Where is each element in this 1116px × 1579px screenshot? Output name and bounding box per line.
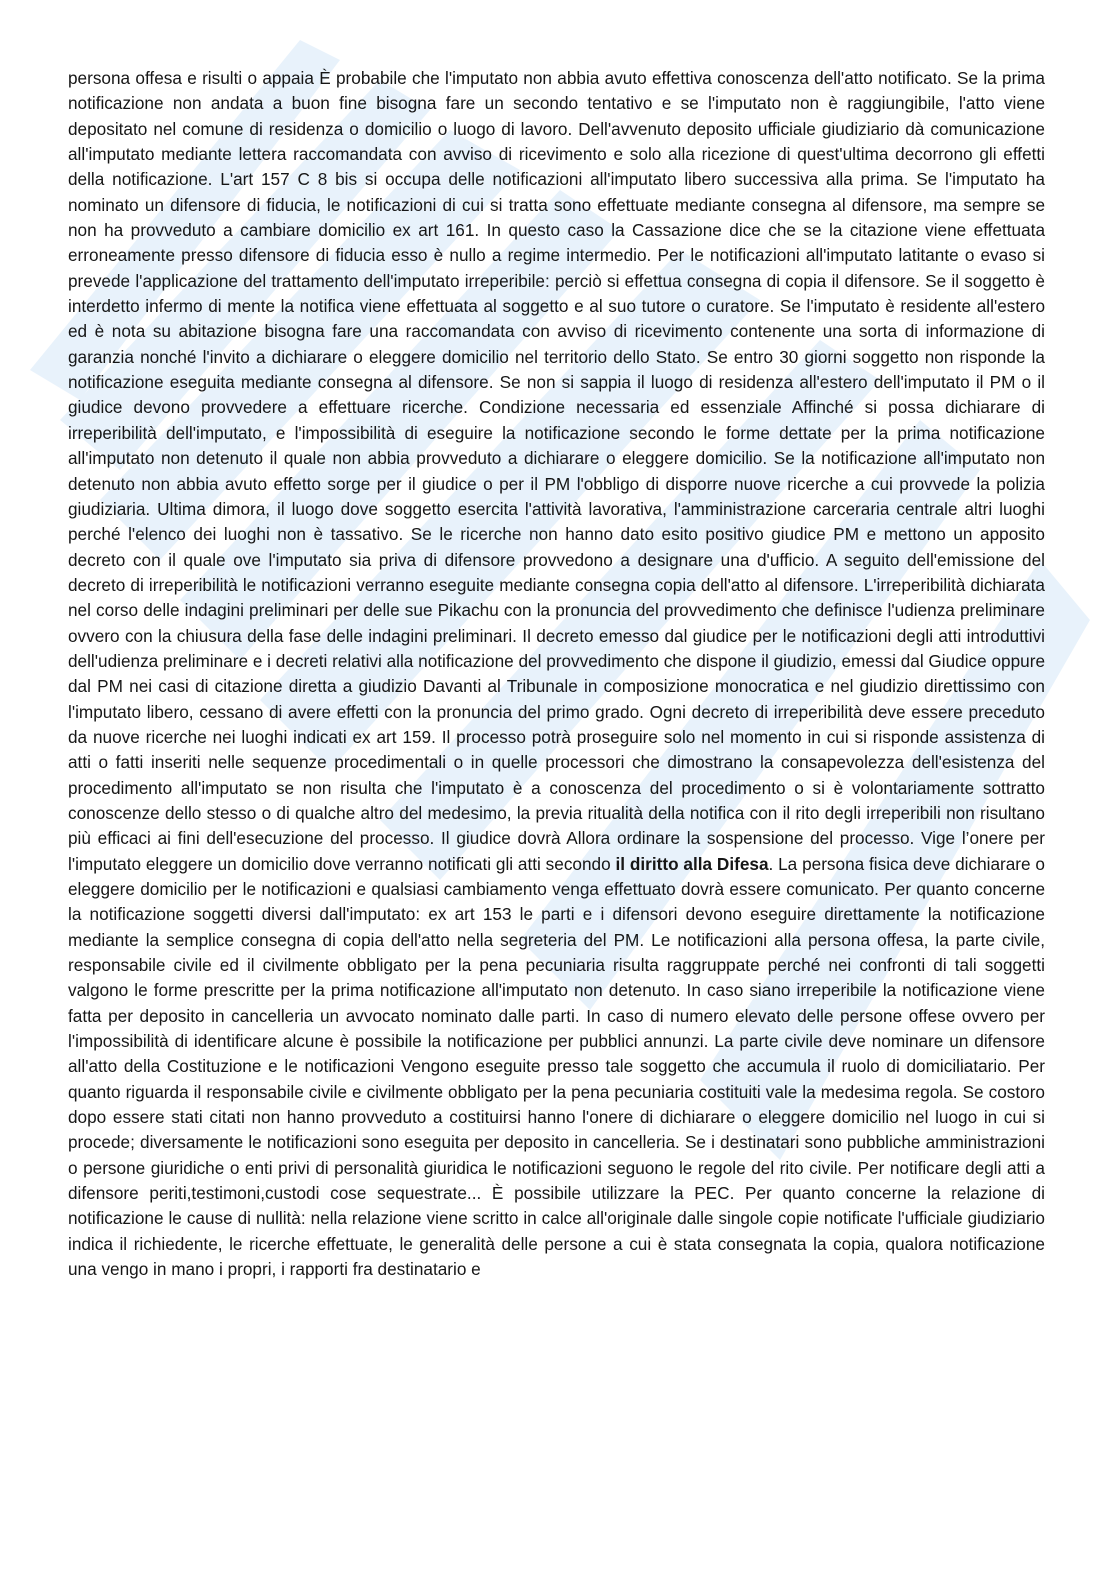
body-text-part-2: . La persona fisica deve dichiarare o eleggere domicilio per le notificazioni e qualsiasi cambiamento venga effettuato dovrà essere comunicato. Per quanto concerne la notificazione soggetti diversi dall'imputato: ex art 153 le parti e i difensori devono eseguire direttamente la notificazione mediante la semplice consegna di copia dell'atto nella segreteria del PM. Le notificazioni alla persona offesa, la parte civile, responsabile civile ed il civilmente obbligato per la pena pecuniaria risulta raggruppate perché nei confronti di tali soggetti valgono le forme prescritte per la prima notificazione all'imputato non detenuto. In caso siano irreperibile la notificazione viene fatta per deposito in cancelleria un avvocato nominato dalle parti. In caso di numero elevato delle persone offese ovvero per l'impossibilità di identificare alcune è possibile la notificazione per pubblici annunzi. La parte civile deve nominare un difensore all'atto della Costituzione e le notificazioni Vengono eseguite presso tale soggetto che accumula il ruolo di domiciliatario. Per quanto riguarda il responsabile civile e civilmente obbligato per la pena pecuniaria costituiti vale la medesima regola. Se costoro dopo essere stati citati non hanno provveduto a costituirsi hanno l'onere di dichiarare o eleggere domicilio nel luogo in cui si procede; diversamente le notificazioni sono eseguita per deposito in cancelleria. Se i destinatari sono pubbliche amministrazioni o persone giuridiche o enti privi di personalità giuridica le notificazioni seguono le regole del rito civile. Per notificare degli atti a difensore periti,testimoni,custodi cose sequestrate... È possibile utilizzare la PEC. Per quanto concerne la relazione di notificazione le cause di nullità: nella relazione viene scritto in calce all'originale dalle singole copie notificate l'ufficiale giudiziario indica il richiedente, le ricerche effettuate, le generalità delle persone a cui è stata consegnata la copia, qualora notificazione una vengo in mano i propri, i rapporti fra destinatario e — [68, 853, 1045, 1280]
emphasis-text: il diritto alla Difesa — [615, 853, 769, 874]
document-body — [68, 66, 1045, 1283]
body-paragraph — [68, 66, 1045, 1283]
body-text-part-1: persona offesa e risulti o appaia È probabile che l'imputato non abbia avuto effettiva conoscenza dell'atto notificato. Se la prima notificazione non andata a buon fine bisogna fare un secondo tentativo e se l'imputato non è raggiungibile, l'atto viene depositato nel comune di residenza o domicilio o luogo di lavoro. Dell'avvenuto deposito ufficiale giudiziario dà comunicazione all'imputato mediante lettera raccomandata con avviso di ricevimento e solo alla ricezione di quest'ultima decorrono gli effetti della notificazione. L'art 157 C 8 bis si occupa delle notificazioni all'imputato libero successiva alla prima. Se l'imputato ha nominato un difensore di fiducia, le notificazioni di cui si tratta sono effettuate mediante consegna al difensore, ma sempre se non ha provveduto a cambiare domicilio ex art 161. In questo caso la Cassazione dice che se la citazione viene effettuata erroneamente presso difensore di fiducia esso è nullo a regime intermedio. Per le notificazioni all'imputato latitante o evaso si prevede l'applicazione del trattamento dell'imputato irreperibile: perciò si effettua consegna di copia il difensore. Se il soggetto è interdetto infermo di mente la notifica viene effettuata al soggetto e al suo tutore o curatore. Se l'imputato è residente all'estero ed è nota su abitazione bisogna fare una raccomandata con avviso di ricevimento contenente una sorta di informazione di garanzia nonché l'invito a dichiarare o eleggere domicilio nel territorio dello Stato. Se entro 30 giorni soggetto non risponde la notificazione eseguita mediante consegna al difensore. Se non si sappia il luogo di residenza all'estero dell'imputato il PM o il giudice devono provvedere a effettuare ricerche. Condizione necessaria ed essenziale Affinché si possa dichiarare di irreperibilità dell'imputato, e l'impossibilità di eseguire la notificazione secondo le forme dettate per la prima notificazione all'imputato non detenuto il quale non abbia provveduto a dichiarare o eleggere domicilio. Se la notificazione all'imputato non detenuto non abbia avuto effetto sorge per il giudice o per il PM l'obbligo di disporre nuove ricerche a cui provvede la polizia giudiziaria. Ultima dimora, il luogo dove soggetto esercita l'attività lavorativa, l'amministrazione carceraria centrale altri luoghi perché l'elenco dei luoghi non è tassativo. Se le ricerche non hanno dato esito positivo giudice PM e mettono un apposito decreto con il quale ove l'imputato sia priva di difensore provvedono a designare una d'ufficio. A seguito dell'emissione del decreto di irreperibilità le notificazioni verranno eseguite mediante consegna copia dell'atto al difensore. L'irreperibilità dichiarata nel corso delle indagini preliminari per delle sue Pikachu con la pronuncia del provvedimento che definisce l'udienza preliminare ovvero con la chiusura della fase delle indagini preliminari. Il decreto emesso dal giudice per le notificazioni degli atti introduttivi dell'udienza preliminare e i decreti relativi alla notificazione del provvedimento che dispone il giudizio, emessi dal Giudice oppure dal PM nei casi di citazione diretta a giudizio Davanti al Tribunale in composizione monocratica e nel giudizio direttissimo con l'imputato libero, cessano di avere effetti con la pronuncia del primo grado. Ogni decreto di irreperibilità deve essere preceduto da nuove ricerche nei luoghi indicati ex art 159. Il processo potrà proseguire solo nel momento in cui si risponde assistenza di atti o fatti inseriti nelle sequenze procedimentali o in quelle processori che dimostrano la consapevolezza dell'esistenza del procedimento all'imputato se non risulta che l'imputato è a conoscenza del procedimento o si è volontariamente sottratto conoscenze dello stesso o di qualche altro del medesimo, la previa ritualità della notifica con il rito degli irreperibili non risultano più efficaci ai fini dell'esecuzione del processo. Il giudice dovrà Allora ordinare la sospensione del processo. Vige l’onere per l'imputato eleggere un domicilio dove verranno notificati gli atti secondo — [68, 68, 1045, 874]
